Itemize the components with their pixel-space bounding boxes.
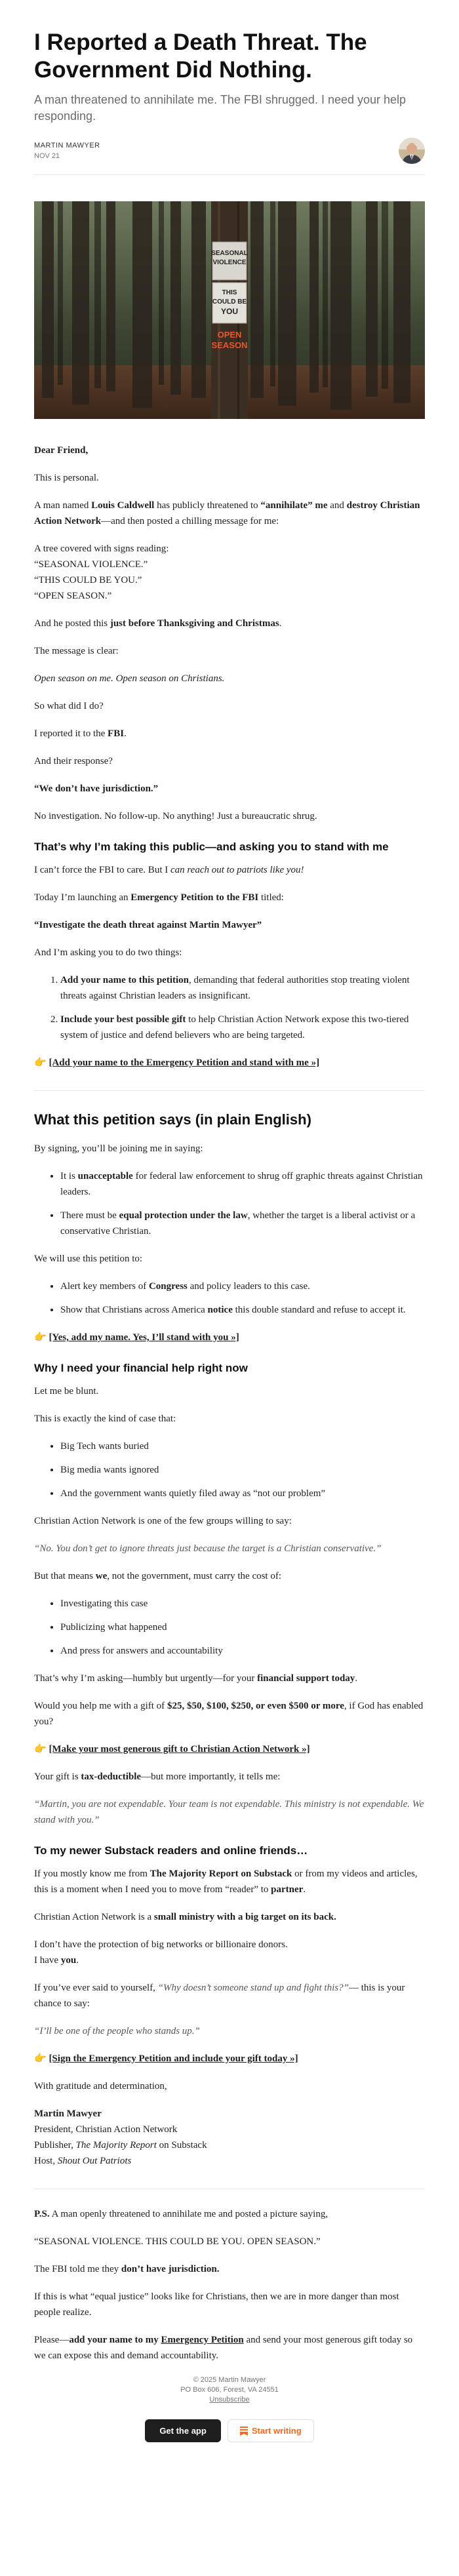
paragraph: Please—add your name to my Emergency Petition and send your most generous gift today so we can expose this and demand accountability.	[34, 2335, 413, 2361]
petition-link[interactable]: [Add your name to the Emergency Petition and stand with me »]	[49, 1058, 320, 1068]
action-list	[34, 972, 425, 1043]
list-item: • And press for answers and accountability	[60, 1643, 425, 1659]
paragraph: We will use this petition to:	[34, 1254, 143, 1264]
paragraph: But that means we, not the government, must carry the cost of:	[34, 1571, 282, 1581]
list-item: • Big Tech wants buried	[60, 1438, 425, 1454]
paragraph: The FBI told me they don’t have jurisdiction.	[34, 2264, 220, 2274]
unsubscribe-link[interactable]: Unsubscribe	[209, 2396, 250, 2404]
sign-line-4: COULD BE	[212, 298, 247, 306]
list-item: • Investigating this case	[60, 1596, 425, 1612]
paragraph: Let me be blunt.	[34, 1386, 99, 1397]
cta-paragraph	[34, 1330, 425, 1345]
pointing-hand-icon: 👉	[34, 1744, 47, 1754]
get-app-button[interactable]: Get the app	[145, 2419, 221, 2442]
paragraph: And I’m asking you to do two things:	[34, 947, 182, 958]
paragraph: I can’t force the FBI to care. But I can reach out to patriots like you!	[34, 865, 304, 875]
paragraph: Christian Action Network is one of the few groups willing to say:	[34, 1516, 292, 1526]
paragraph: The message is clear:	[34, 646, 119, 656]
start-writing-label: Start writing	[251, 2426, 302, 2436]
paragraph: If this is what “equal justice” looks like for Christians, then we are in more danger than most people realize.	[34, 2291, 399, 2318]
paragraph: “I’ll be one of the people who stands up.”	[34, 2026, 200, 2036]
paragraph: “Martin, you are not expendable. Your team is not expendable. This ministry is not expendable. We stand with you.”	[34, 1799, 424, 1825]
add-name-link[interactable]: [Yes, add my name. Yes, I’ll stand with you »]	[49, 1332, 239, 1343]
section-heading: To my newer Substack readers and online friends…	[34, 1844, 308, 1857]
cta-paragraph	[34, 1741, 425, 1757]
paragraph: No investigation. No follow-up. No anything! Just a bureaucratic shrug.	[34, 811, 317, 822]
tree-signs-quote: A tree covered with signs reading: “SEASONAL VIOLENCE.” “THIS COULD BE YOU.” “OPEN SEASON.”	[34, 544, 169, 601]
list-item: • Publicizing what happened	[60, 1619, 425, 1635]
list-item: 2. Include your best possible gift to help Christian Action Network expose this two-tiered system of justice and defend believers who are being targeted.	[60, 1012, 425, 1043]
footer	[34, 2375, 425, 2442]
paragraph: Would you help me with a gift of $25, $50, $100, $250, or even $500 or more, if God has enabled you?	[34, 1701, 424, 1727]
start-writing-button[interactable]	[228, 2419, 314, 2442]
bullet-list	[34, 1278, 425, 1318]
sign-line-5: YOU	[220, 307, 239, 316]
footer-address: PO Box 606, Forest, VA 24551	[180, 2386, 279, 2394]
list-item: • And the government wants quietly filed away as “not our problem”	[60, 1486, 425, 1501]
post-date: NOV 21	[34, 152, 60, 160]
sign-line-1: SEASONAL	[211, 250, 248, 257]
paragraph: And their response?	[34, 756, 113, 766]
paragraph: This is personal.	[34, 473, 99, 483]
substack-logo-icon	[240, 2427, 248, 2436]
paragraph: Christian Action Network is a small ministry with a big target on its back.	[34, 1912, 336, 1922]
ps-paragraph: P.S. A man openly threatened to annihilate me and posted a picture saying,	[34, 2209, 329, 2219]
paragraph: That’s why I’m asking—humbly but urgently—for your financial support today.	[34, 1673, 358, 1684]
paragraph: Open season on me. Open season on Christians.	[34, 673, 225, 684]
bullet-list	[34, 1596, 425, 1659]
list-item: • It is unacceptable for federal law enforcement to shrug off graphic threats against Christian leaders.	[60, 1168, 425, 1200]
list-item: • Alert key members of Congress and policy leaders to this case.	[60, 1278, 425, 1294]
byline	[34, 138, 425, 175]
paragraph: By signing, you’ll be joining me in saying:	[34, 1143, 203, 1154]
paragraph: “Investigate the death threat against Martin Mawyer”	[34, 920, 262, 930]
paragraph: Today I’m launching an Emergency Petition to the FBI titled:	[34, 892, 284, 903]
paragraph: A man named Louis Caldwell has publicly threatened to “annihilate” me and destroy Christian Action Network—and then posted a chilling message for me:	[34, 500, 420, 526]
post-title: I Reported a Death Threat. The Government Did Nothing.	[34, 30, 367, 83]
ps-quote: “SEASONAL VIOLENCE. THIS COULD BE YOU. OPEN SEASON.”	[34, 2236, 321, 2247]
paragraph: If you’ve ever said to yourself, “Why doesn’t someone stand up and fight this?”— this is your chance to say:	[34, 1983, 405, 2009]
divider	[34, 1090, 425, 1091]
paragraph: Your gift is tax-deductible—but more importantly, it tells me:	[34, 1772, 281, 1782]
paragraph: “No. You don’t get to ignore threats just because the target is a Christian conservative.”	[34, 1543, 382, 1554]
hero-image[interactable]	[34, 201, 425, 419]
list-item: • There must be equal protection under the law, whether the target is a liberal activist or a conservative Christian.	[60, 1208, 425, 1239]
paragraph: This is exactly the kind of case that:	[34, 1414, 176, 1424]
paragraph: I don’t have the protection of big networks or billionaire donors.	[34, 1939, 288, 1950]
paragraph: With gratitude and determination,	[34, 2081, 167, 2091]
list-item: 1. Add your name to this petition, demanding that federal authorities stop treating violent threats against Christian leaders as insignificant.	[60, 972, 425, 1004]
donate-link[interactable]: [Make your most generous gift to Christian Action Network »]	[49, 1744, 310, 1754]
bullet-list	[34, 1438, 425, 1501]
sign-and-give-link[interactable]: [Sign the Emergency Petition and include your gift today »]	[49, 2053, 298, 2064]
section-heading: That’s why I’m taking this public—and asking you to stand with me	[34, 841, 389, 853]
cta-paragraph	[34, 1055, 425, 1071]
paragraph: I have you.	[34, 1955, 79, 1966]
paragraph: I reported it to the FBI.	[34, 728, 127, 739]
page	[34, 0, 425, 2468]
sign-line-7: SEASON	[211, 340, 248, 350]
pointing-hand-icon: 👉	[34, 1058, 47, 1068]
footer-buttons	[34, 2419, 425, 2442]
sign-line-2: VIOLENCE	[212, 259, 247, 266]
pointing-hand-icon: 👉	[34, 1332, 47, 1343]
cta-paragraph	[34, 2051, 425, 2067]
paragraph: And he posted this just before Thanksgiving and Christmas.	[34, 618, 282, 629]
author-avatar[interactable]	[399, 138, 425, 164]
list-item: • Big media wants ignored	[60, 1462, 425, 1478]
paragraph: If you mostly know me from The Majority Report on Substack or from my videos and articles, this is a moment when I need you to move from “reader” to partner.	[34, 1869, 418, 1895]
sign-line-6: OPEN	[217, 330, 242, 340]
signature: Martin Mawyer President, Christian Action Network Publisher, The Majority Report on Substack Host, Shout Out Patriots	[34, 2109, 207, 2166]
post-subtitle: A man threatened to annihilate me. The FBI shrugged. I need your help responding.	[34, 93, 407, 123]
bullet-list	[34, 1168, 425, 1239]
section-heading: Why I need your financial help right now	[34, 1362, 248, 1374]
post-body	[34, 443, 425, 2364]
sign-line-3: THIS	[222, 289, 237, 296]
paragraph: So what did I do?	[34, 701, 104, 711]
footer-copyright: © 2025 Martin Mawyer	[193, 2376, 266, 2384]
section-heading: What this petition says (in plain English)	[34, 1111, 311, 1128]
paragraph: “We don’t have jurisdiction.”	[34, 783, 159, 794]
list-item: • Show that Christians across America notice this double standard and refuse to accept it.	[60, 1302, 425, 1318]
pointing-hand-icon: 👉	[34, 2053, 47, 2064]
author-name[interactable]: MARTIN MAWYER	[34, 142, 100, 149]
emergency-petition-link[interactable]: Emergency Petition	[161, 2335, 244, 2345]
greeting: Dear Friend,	[34, 445, 89, 456]
